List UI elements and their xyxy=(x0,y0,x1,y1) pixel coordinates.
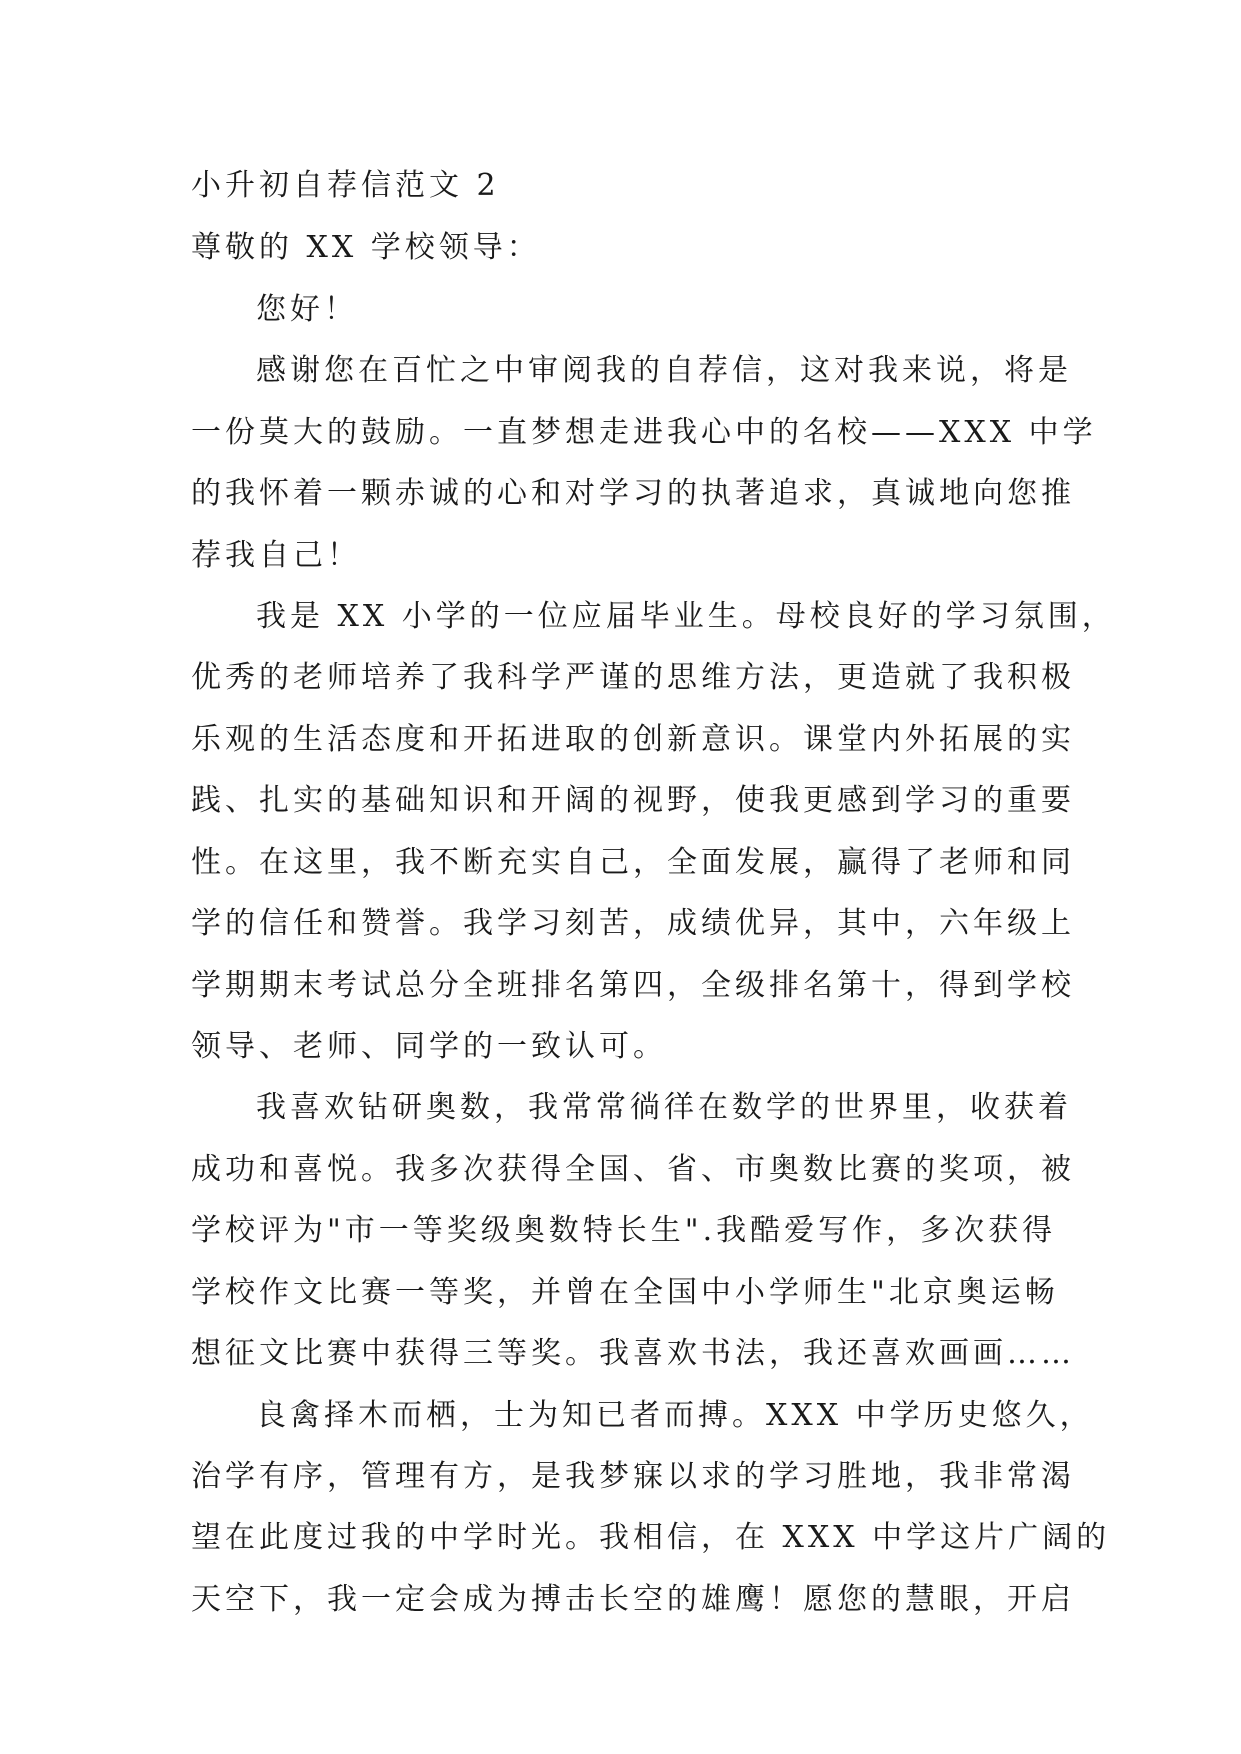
document-title: 小升初自荐信范文 2 xyxy=(191,168,500,203)
text-line: 天空下，我一定会成为搏击长空的雄鹰！愿您的慧眼，开启 xyxy=(191,1582,1075,1617)
text-line: 治学有序，管理有方，是我梦寐以求的学习胜地，我非常渴 xyxy=(191,1459,1075,1494)
salutation: 尊敬的 XX 学校领导： xyxy=(191,230,541,265)
greeting: 您好！ xyxy=(256,292,358,327)
text-line: 一份莫大的鼓励。一直梦想走进我心中的名校——XXX 中学 xyxy=(191,415,1097,450)
text-line: 性。在这里，我不断充实自己，全面发展，赢得了老师和同 xyxy=(191,845,1075,880)
text-line: 优秀的老师培养了我科学严谨的思维方法，更造就了我积极 xyxy=(191,660,1075,695)
text-line: 望在此度过我的中学时光。我相信，在 XXX 中学这片广阔的 xyxy=(191,1520,1111,1555)
text-line: 良禽择木而栖，士为知已者而搏。XXX 中学历史悠久， xyxy=(256,1398,1094,1433)
text-line: 成功和喜悦。我多次获得全国、省、市奥数比赛的奖项，被 xyxy=(191,1152,1075,1187)
text-line: 学校评为"市一等奖级奥数特长生".我酷爱写作，多次获得 xyxy=(191,1213,1057,1248)
text-line: 荐我自己！ xyxy=(191,538,361,573)
text-line: 乐观的生活态度和开拓进取的创新意识。课堂内外拓展的实 xyxy=(191,722,1075,757)
text-line: 的我怀着一颗赤诚的心和对学习的执著追求，真诚地向您推 xyxy=(191,476,1075,511)
text-line: 学期期末考试总分全班排名第四，全级排名第十，得到学校 xyxy=(191,968,1075,1003)
text-line: 学的信任和赞誉。我学习刻苦，成绩优异，其中，六年级上 xyxy=(191,906,1075,941)
text-line: 感谢您在百忙之中审阅我的自荐信，这对我来说，将是 xyxy=(256,353,1072,388)
text-line: 学校作文比赛一等奖，并曾在全国中小学师生"北京奥运畅 xyxy=(191,1275,1059,1310)
text-line: 领导、老师、同学的一致认可。 xyxy=(191,1029,667,1064)
text-line: 想征文比赛中获得三等奖。我喜欢书法，我还喜欢画画…… xyxy=(191,1336,1075,1371)
text-line: 我是 XX 小学的一位应届毕业生。母校良好的学习氛围， xyxy=(256,599,1116,634)
text-line: 践、扎实的基础知识和开阔的视野，使我更感到学习的重要 xyxy=(191,783,1075,818)
text-line: 我喜欢钻研奥数，我常常徜徉在数学的世界里，收获着 xyxy=(256,1090,1072,1125)
